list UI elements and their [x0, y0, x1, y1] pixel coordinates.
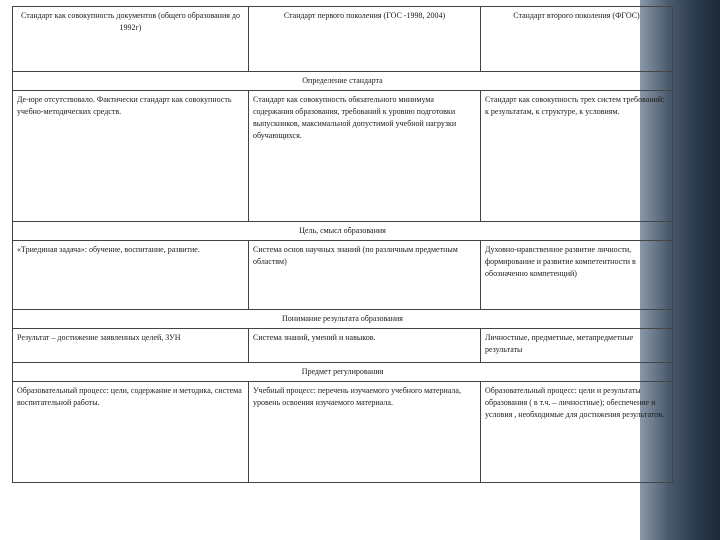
section-row [13, 363, 673, 382]
table-cell: Образовательный процесс: цели, содержание и методика, система воспитательной работы. [13, 382, 249, 483]
table-cell: Учебный процесс: перечень изучаемого учебного материала, уровень освоения изучаемого материала. [249, 382, 481, 483]
table-row [13, 329, 673, 363]
section-row [13, 222, 673, 241]
table-row [13, 382, 673, 483]
section-row [13, 72, 673, 91]
section-row [13, 310, 673, 329]
table-cell: Система знаний, умений и навыков. [249, 329, 481, 363]
table-row [13, 91, 673, 222]
table-cell: Система основ научных знаний (по различным предметным областям) [249, 241, 481, 310]
column-header-col3: Стандарт второго поколения (ФГОС) [481, 7, 673, 72]
column-header-col2: Стандарт первого поколения (ГОС -1998, 2004) [249, 7, 481, 72]
section-title-definition: Определение стандарта [13, 72, 673, 91]
table-header-row [13, 7, 673, 72]
table-cell: Стандарт как совокупность трех систем требований: к результатам, к структуре, к условиям. [481, 91, 673, 222]
table-row [13, 241, 673, 310]
standards-comparison-table [12, 6, 673, 483]
table-cell: Личностные, предметные, метапредметные результаты [481, 329, 673, 363]
section-title-result: Понимание результата образования [13, 310, 673, 329]
section-title-regulation: Предмет регулирования [13, 363, 673, 382]
column-header-col1: Стандарт как совокупность документов (общего образования до 1992г) [13, 7, 249, 72]
section-title-goal: Цель, смысл образования [13, 222, 673, 241]
table-cell: Стандарт как совокупность обязательного минимума содержания образования, требований к уровню подготовки выпускников, максимальной допустимой учебной нагрузки обучающихся. [249, 91, 481, 222]
table-cell: «Триединая задача»: обучение, воспитание, развитие. [13, 241, 249, 310]
table-cell: Духовно-нравственное развитие личности, формирование и развитие компетентности в обозначенно компетенций) [481, 241, 673, 310]
table-cell: Образовательный процесс: цели и результаты образования ( в т.ч. – личностные); обеспечение и условия , необходимые для достижения результатов. [481, 382, 673, 483]
table-cell: Результат – достижение заявленных целей, ЗУН [13, 329, 249, 363]
table-cell: Де-юре отсутствовало. Фактически стандарт как совокупность учебно-методических средств. [13, 91, 249, 222]
